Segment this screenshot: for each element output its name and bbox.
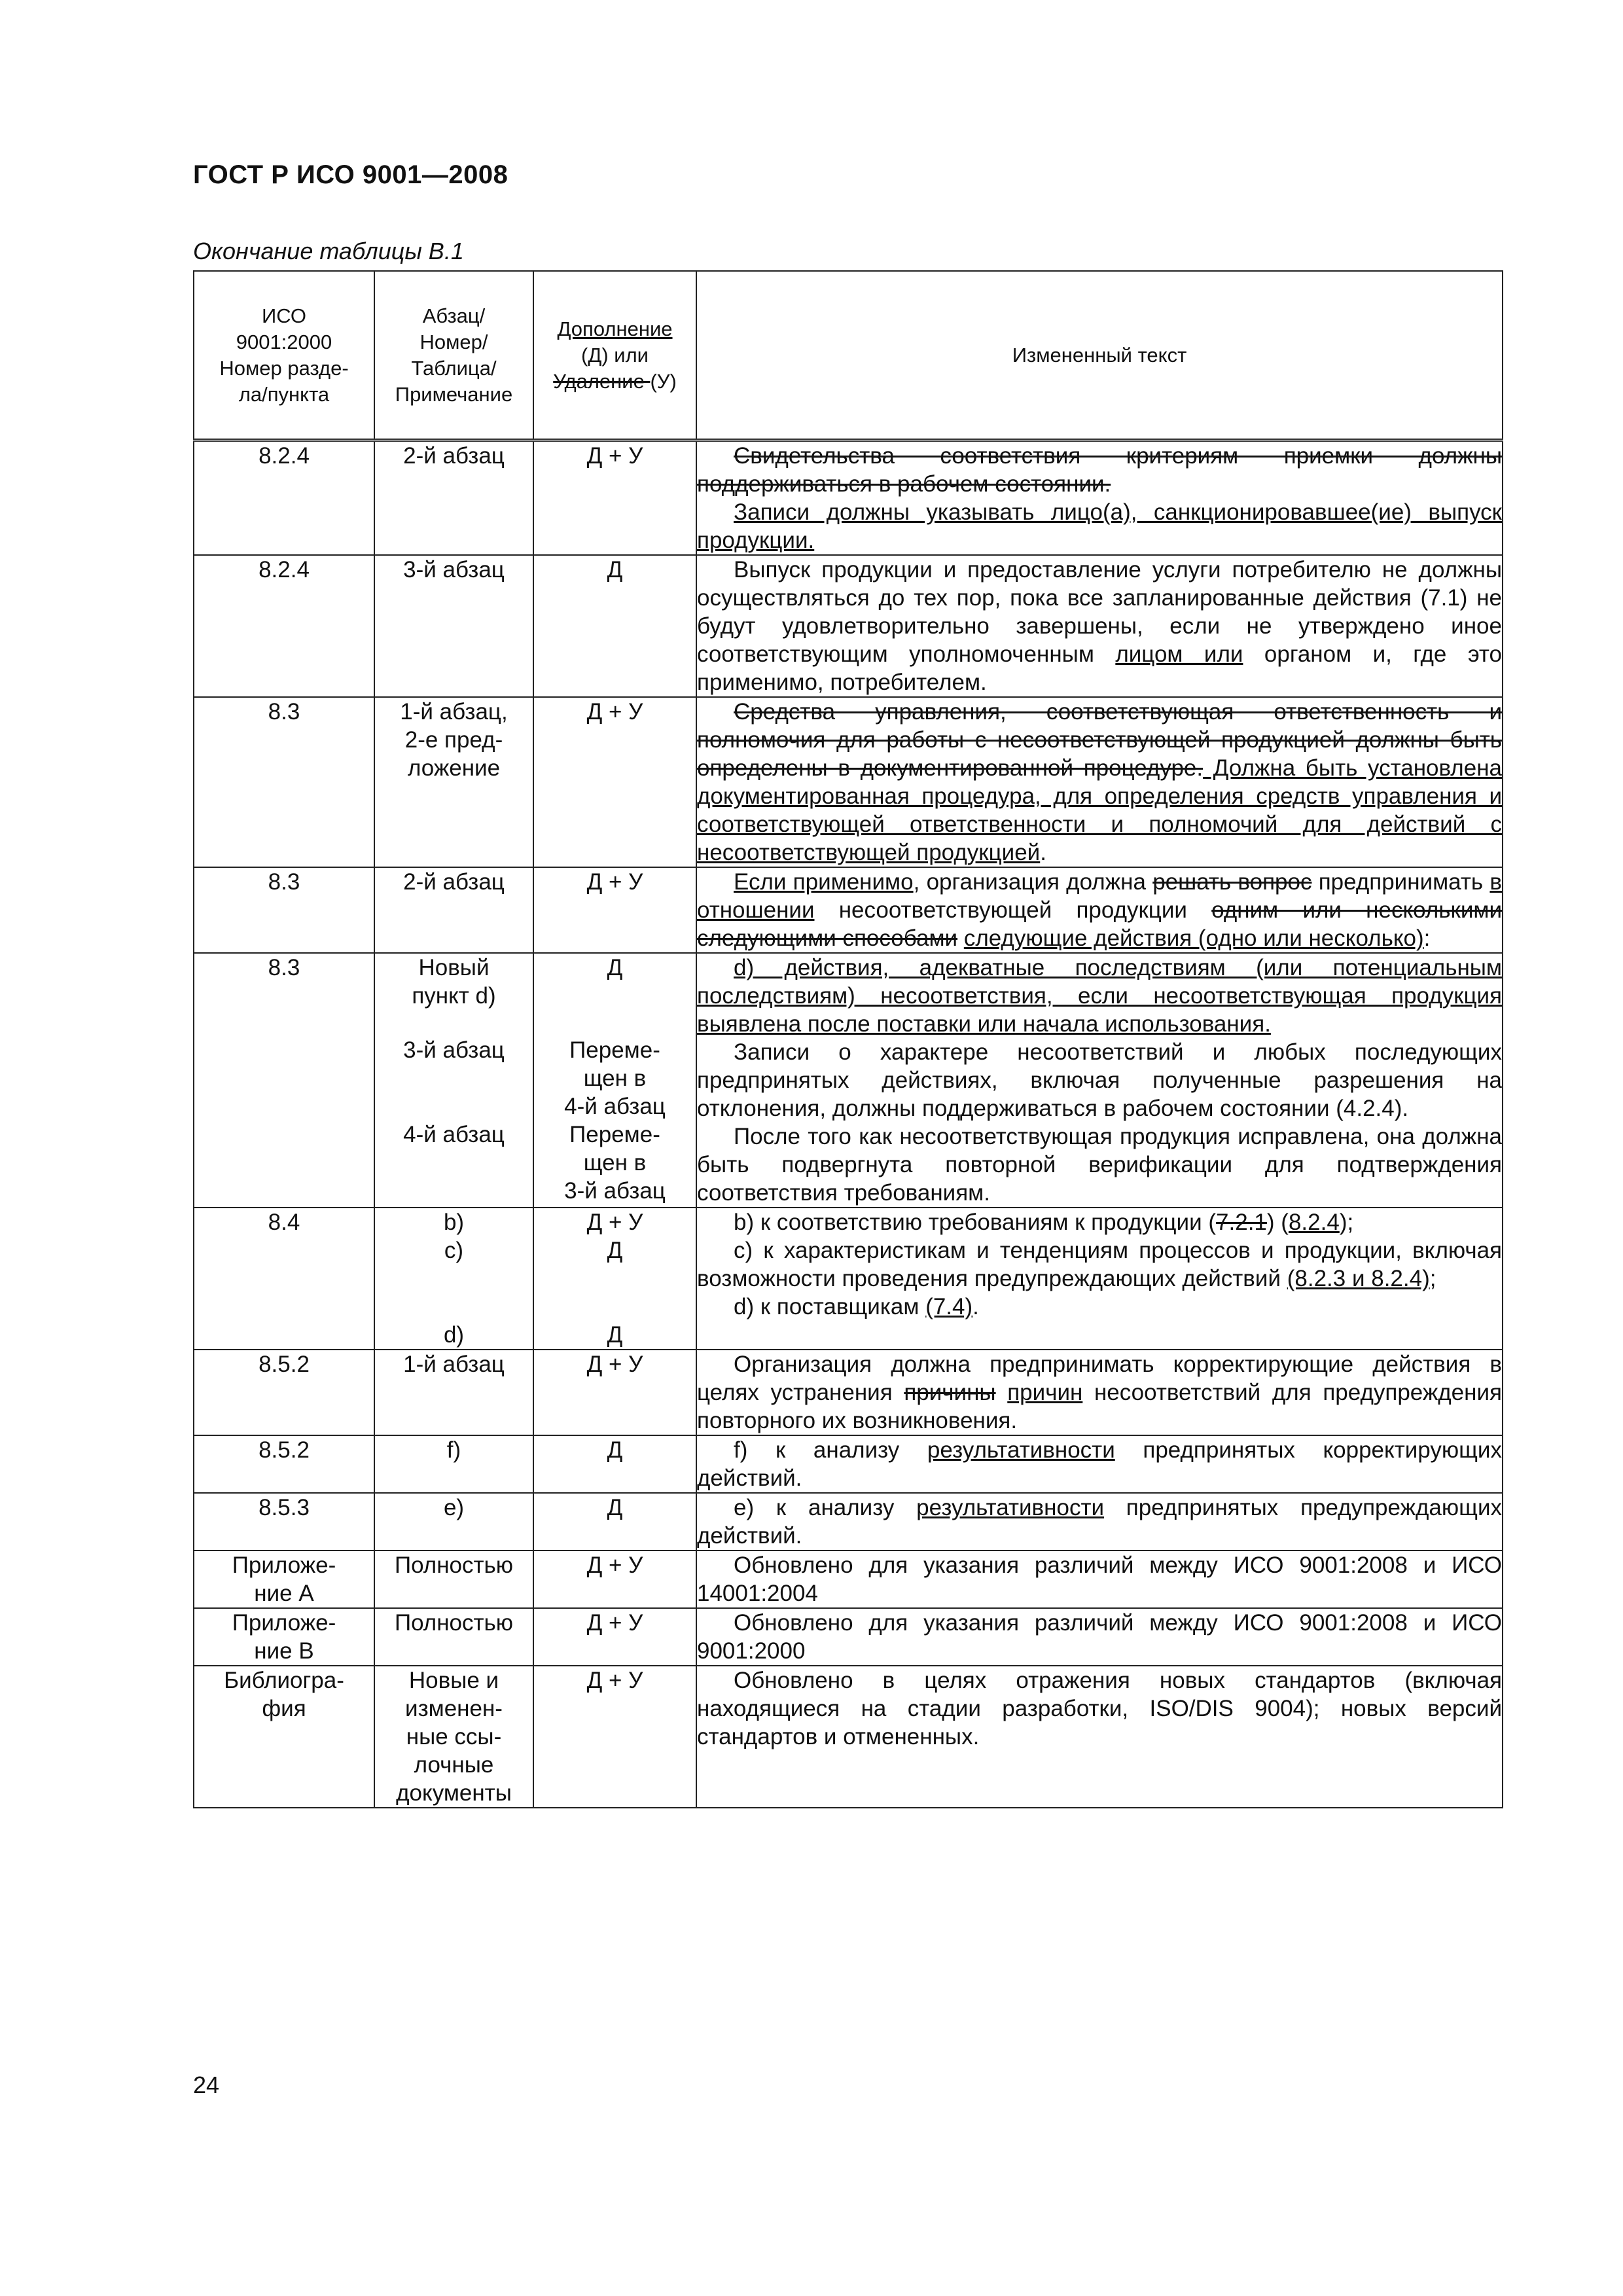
text-paragraph [697,1494,1502,1550]
header-paragraph [374,271,533,440]
underlined-text: (7.4) [925,1294,973,1319]
cell-line: Приложе- [232,1552,336,1578]
struck-text: одним или несколькими следующими способами [697,897,1502,951]
cell-section: 8.5.2 [194,1435,374,1493]
cell-paragraph [374,953,533,1208]
cell-line: документы [396,1780,512,1806]
text-paragraph: Обновлено в целях отражения новых стандартов (включая находящиеся на стадии разработки, ISO/DIS 9004); новых версий стандартов и отмененных. [697,1668,1502,1749]
header-line: Абзац/ [422,304,486,327]
header-line: (Д) или [581,343,649,367]
cell-section: 8.3 [194,867,374,953]
plain-text: несоответствий для предупреждения повторного их возникновения. [697,1380,1502,1433]
text-paragraph: Обновлено для указания различий между ИСО 9001:2008 и ИСО 14001:2004 [697,1552,1502,1606]
header-line: Дополнение [557,317,673,340]
plain-text: Организация должна предпринимать корректирующие действия в целях устранения [697,1352,1502,1405]
cell-type: Д + У [533,1666,696,1808]
struck-text: 7.2.1 [1216,1210,1267,1235]
cell-line: 4-й абзац [403,1122,505,1147]
cell-line: Приложе- [232,1610,336,1636]
cell-line: изменен- [405,1696,503,1721]
header-iso-section [194,271,374,440]
plain-text: органом и, где это применимо, потребителем. [697,641,1503,695]
header-text: (У) [650,369,677,393]
text-paragraph [697,698,1502,867]
table-row [194,697,1503,867]
struck-text: решать вопрос [1152,869,1312,895]
text-paragraph [697,868,1502,952]
underlined-text: 8.2.4 [1288,1210,1340,1235]
cell-paragraph [374,697,533,867]
cell-text [696,1551,1503,1608]
cell-section [194,1608,374,1666]
underlined-text: результативности [916,1495,1105,1520]
cell-line: лочные [414,1752,494,1778]
header-row [194,271,1503,440]
cell-type [533,953,696,1208]
cell-section: 8.3 [194,953,374,1208]
cell-line: фия [262,1696,306,1721]
underlined-text: причин [1007,1380,1083,1405]
cell-type: Д [533,555,696,697]
struck-text: Удаление [553,369,651,393]
cell-line: b) [443,1210,465,1235]
underlined-text: в отношении [697,869,1502,923]
cell-section [194,1551,374,1608]
cell-text [696,697,1503,867]
cell-line: щен в [583,1150,647,1175]
cell-type: Д [533,1493,696,1551]
text-paragraph [697,1208,1502,1236]
cell-paragraph: Полностью [374,1608,533,1666]
cell-text [696,555,1503,697]
changes-table [193,270,1503,1808]
cell-line: Библиогра- [224,1668,344,1693]
table-row [194,555,1503,697]
cell-line: ные ссы- [406,1724,502,1749]
cell-line: Новые и [408,1668,499,1693]
underlined-text: лицом или [1115,641,1243,667]
cell-line: Д [607,1322,623,1348]
cell-paragraph: 2-й абзац [374,440,533,556]
header-line: ИСО [261,304,307,327]
text-paragraph [697,442,1502,498]
cell-paragraph: 1-й абзац [374,1350,533,1435]
plain-text: . [1040,840,1046,865]
plain-text: . [972,1294,979,1319]
struck-text: Средства управления, соответствующая ответственность и полномочия для работы с несоответствующей продукцией должны быть определены в документированной процедуре. [697,699,1502,781]
text-paragraph [697,954,1502,1038]
plain-text: , организация должна [913,869,1153,895]
cell-line: 4-й абзац [564,1094,666,1119]
plain-text: ); [1339,1210,1354,1235]
plain-text: несоответствующей продукции [814,897,1212,923]
cell-line: ложение [407,755,501,781]
plain-text: Выпуск продукции и предоставление услуги потребителю не должны осуществляться до тех пор, пока все запланированные действия (7.1) не будут удовлетворительно завершены, если не утверждено иное соответствующим уполномоченным [697,557,1502,667]
cell-text [696,1608,1503,1666]
cell-text [696,1493,1503,1551]
cell-line: c) [444,1238,464,1263]
table-row [194,867,1503,953]
underlined-text: следующие действия (одно или несколько) [963,925,1424,951]
table-row [194,1208,1503,1350]
cell-line: ние А [254,1581,314,1606]
cell-section: 8.2.4 [194,555,374,697]
cell-section: 8.2.4 [194,440,374,556]
table-row [194,1666,1503,1808]
underlined-text: Должна быть установлена документированная процедура, для определения средств управления и соответствующей ответственности и полномочий для действий с несоответствующей продукцией [697,755,1502,865]
cell-line: 3-й абзац [403,1037,505,1063]
cell-line: Новый [418,955,490,980]
cell-line: Д [607,1238,623,1263]
header-line: Примечание [395,382,513,406]
cell-line: d) [443,1322,465,1348]
cell-text [696,1350,1503,1435]
plain-text: ; [1429,1266,1436,1291]
table-row [194,1551,1503,1608]
cell-paragraph: 2-й абзац [374,867,533,953]
cell-type: Д + У [533,1608,696,1666]
cell-type: Д + У [533,1350,696,1435]
cell-section [194,1666,374,1808]
underlined-text: Если применимо [734,869,914,895]
cell-type: Д + У [533,1551,696,1608]
header-line: 9001:2000 [236,330,332,353]
cell-paragraph: Полностью [374,1551,533,1608]
cell-paragraph: 3-й абзац [374,555,533,697]
header-changed-text: Измененный текст [696,271,1503,440]
header-change-type [533,271,696,440]
struck-text: Свидетельства соответствия критериям приемки должны поддерживаться в рабочем состоянии. [697,443,1502,497]
header-line: Номер разде- [219,356,349,380]
plain-text: d) к поставщикам [734,1294,926,1319]
cell-text [696,1435,1503,1493]
text-paragraph [697,556,1502,696]
cell-paragraph: f) [374,1435,533,1493]
plain-text: предпринятых предупреждающих действий. [697,1495,1502,1549]
plain-text: : [1423,925,1431,951]
plain-text [996,1380,1008,1405]
plain-text [957,925,964,951]
plain-text: f) к анализу [734,1437,927,1463]
table-row [194,953,1503,1208]
cell-text [696,1666,1503,1808]
cell-line: 3-й абзац [564,1178,666,1204]
cell-paragraph [374,1208,533,1350]
text-paragraph [697,498,1502,554]
cell-line: ние В [254,1638,314,1664]
cell-text [696,867,1503,953]
plain-text: e) к анализу [734,1495,917,1520]
text-paragraph [697,1236,1502,1293]
cell-type: Д [533,1435,696,1493]
cell-type: Д + У [533,697,696,867]
cell-section: 8.3 [194,697,374,867]
underlined-text: (8.2.3 и 8.2.4) [1287,1266,1430,1291]
text-paragraph: После того как несоответствующая продукция исправлена, она должна быть подвергнута повторной верификации для подтверждения соответствия требованиям. [697,1124,1502,1206]
cell-line: Переме- [569,1122,660,1147]
plain-text: предпринимать [1311,869,1490,895]
cell-paragraph: e) [374,1493,533,1551]
cell-text [696,953,1503,1208]
page-number: 24 [193,2072,220,2098]
underlined-text: Записи должны указывать лицо(а), санкционировавшее(ие) выпуск продукции. [697,499,1502,553]
text-paragraph [697,1436,1502,1492]
text-paragraph: Обновлено для указания различий между ИСО 9001:2008 и ИСО 9001:2000 [697,1610,1502,1664]
plain-text: c) к характеристикам и тенденциям процессов и продукции, включая возможности проведения предупреждающих действий [697,1238,1502,1291]
text-paragraph [697,1293,1502,1321]
cell-type: Д + У [533,440,696,556]
struck-text: причины [904,1380,996,1405]
table-caption: Окончание таблицы В.1 [193,238,464,264]
cell-line: Д + У [586,1210,643,1235]
header-line: ла/пункта [238,382,330,406]
cell-section: 8.4 [194,1208,374,1350]
cell-text [696,440,1503,556]
cell-paragraph [374,1666,533,1808]
cell-line: щен в [583,1066,647,1091]
header-line: Номер/ [419,330,488,353]
plain-text: b) к соответствию требованиям к продукции ( [734,1210,1217,1235]
text-paragraph [697,1350,1502,1435]
cell-line: пункт d) [412,983,496,1009]
table-row [194,1493,1503,1551]
underlined-text: результативности [927,1437,1115,1463]
cell-line: Переме- [569,1037,660,1063]
cell-section: 8.5.3 [194,1493,374,1551]
plain-text: ) ( [1266,1210,1289,1235]
table-row [194,1435,1503,1493]
table-row [194,1350,1503,1435]
header-line [539,368,690,395]
cell-type [533,1208,696,1350]
table-row [194,1608,1503,1666]
cell-line: Д [607,955,623,980]
text-paragraph: Записи о характере несоответствий и любых последующих предпринятых действиях, включая полученные разрешения на отклонения, должны поддерживаться в рабочем состоянии (4.2.4). [697,1039,1502,1121]
cell-line: 2-е пред- [404,727,503,753]
cell-type: Д + У [533,867,696,953]
underlined-text: d) действия, адекватные последствиям (или потенциальным последствиям) несоответствия, если несоответствующая продукция выявлена после поставки или начала использования. [697,955,1502,1037]
table-row [194,440,1503,556]
cell-text [696,1208,1503,1350]
cell-section: 8.5.2 [194,1350,374,1435]
cell-line: 1-й абзац, [400,699,508,725]
document-title: ГОСТ Р ИСО 9001—2008 [193,160,508,189]
plain-text: предпринятых корректирующих действий. [697,1437,1502,1491]
header-line: Таблица/ [411,356,497,380]
